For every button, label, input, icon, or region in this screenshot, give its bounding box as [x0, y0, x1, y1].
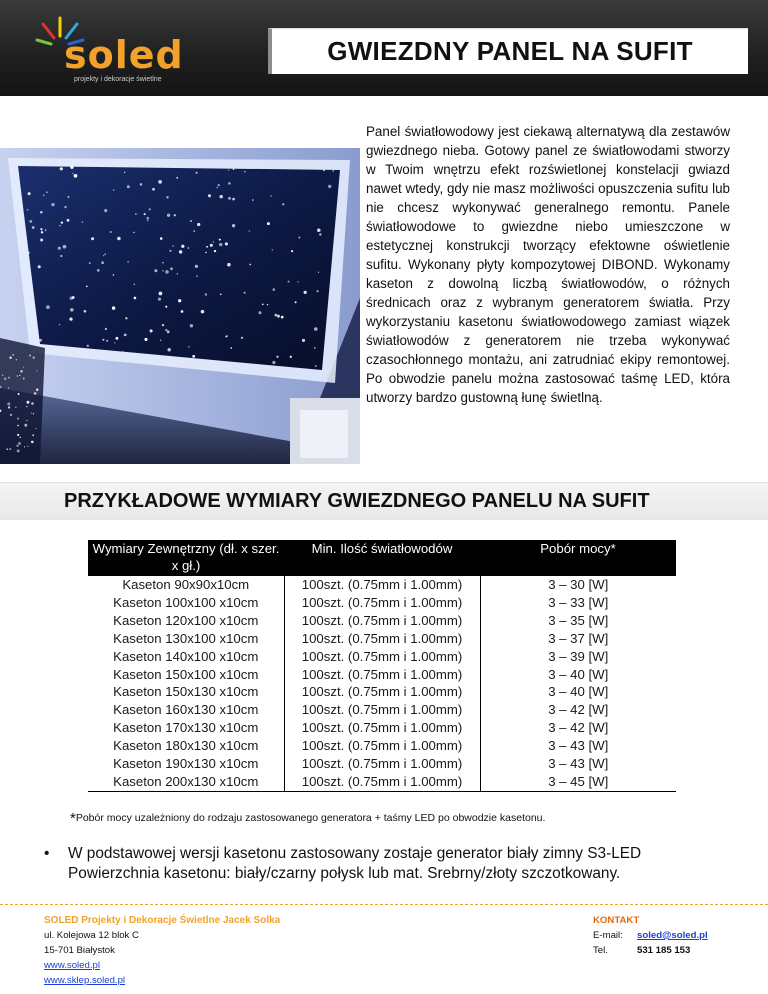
- star-dot: [72, 296, 75, 299]
- star-dot: [146, 217, 149, 220]
- header-dimensions: Wymiary Zewnętrzny (dł. x szer. x gł.): [88, 540, 284, 576]
- star-dot: [38, 265, 41, 268]
- star-dot: [134, 284, 135, 285]
- star-dot: [40, 239, 43, 242]
- star-dot: [127, 261, 128, 262]
- star-dot: [213, 241, 214, 242]
- star-dot: [249, 264, 251, 266]
- star-dot: [206, 246, 208, 248]
- star-dot: [273, 288, 276, 291]
- star-dot: [219, 243, 222, 246]
- star-dot: [277, 315, 280, 318]
- cell-power: 3 – 40 [W]: [548, 666, 609, 682]
- star-dot: [60, 167, 63, 170]
- star-dot: [262, 304, 264, 306]
- star-dot: [122, 351, 123, 352]
- star-dot: [282, 203, 284, 205]
- star-dot: [45, 229, 47, 231]
- star-dot: [23, 378, 25, 380]
- star-dot: [193, 230, 195, 232]
- star-dot: [61, 221, 63, 223]
- cell-power: 3 – 45 [W]: [480, 773, 676, 791]
- star-dot: [68, 196, 70, 198]
- star-dot: [127, 185, 130, 188]
- star-dot: [196, 172, 198, 174]
- star-dot: [19, 375, 20, 376]
- cell-power: 3 – 42 [W]: [548, 720, 609, 736]
- logo-tagline: projekty i dekoracje świetlne: [74, 76, 162, 83]
- star-dot: [228, 182, 231, 185]
- star-dot: [33, 413, 34, 414]
- table-row: [88, 737, 676, 755]
- star-dot: [102, 339, 104, 341]
- star-dot: [167, 331, 170, 334]
- star-dot: [70, 308, 74, 312]
- star-dot: [20, 437, 22, 439]
- star-dot: [113, 274, 115, 276]
- star-dot: [24, 446, 25, 447]
- star-dot: [32, 434, 34, 436]
- star-dot: [69, 317, 72, 320]
- star-dot: [87, 345, 89, 347]
- star-dot: [172, 245, 173, 246]
- soled-logo[interactable]: [34, 14, 184, 84]
- star-dot: [15, 406, 16, 408]
- star-dot: [241, 337, 243, 339]
- table-row: [88, 576, 676, 594]
- star-dot: [36, 370, 37, 371]
- star-dot: [267, 304, 268, 305]
- dimensions-table: [88, 540, 676, 792]
- star-dot: [158, 180, 162, 184]
- star-dot: [201, 310, 205, 314]
- star-dot: [314, 327, 318, 331]
- star-dot: [176, 177, 178, 179]
- star-dot: [154, 269, 157, 272]
- bullet-line-1: W podstawowej wersji kasetonu zastosowany zostaje generator biały zimny S3-LED: [68, 845, 642, 862]
- star-dot: [20, 370, 23, 373]
- star-dot: [210, 244, 213, 247]
- star-dot: [114, 342, 115, 343]
- table-row: [88, 719, 676, 737]
- star-dot: [103, 255, 104, 256]
- cell-size: Kaseton 150x100 x10cm: [113, 666, 259, 682]
- star-dot: [43, 195, 44, 196]
- star-dot: [17, 375, 18, 376]
- star-dot: [319, 233, 321, 235]
- email-link[interactable]: soled@soled.pl: [637, 930, 708, 941]
- section-title: PRZYKŁADOWE WYMIARY GWIEZDNEGO PANELU NA SUFIT: [64, 490, 650, 512]
- star-dot: [125, 317, 127, 319]
- cell-size: Kaseton 150x130 x10cm: [113, 684, 259, 700]
- star-dot: [205, 293, 207, 295]
- star-dot: [134, 297, 137, 300]
- star-dot: [188, 346, 189, 347]
- footer-contact-block: [593, 913, 708, 958]
- star-dot: [162, 262, 163, 263]
- star-dot: [165, 306, 167, 308]
- star-dot: [233, 168, 235, 170]
- star-dot: [63, 245, 67, 249]
- star-dot: [167, 214, 170, 217]
- star-dot: [59, 324, 60, 325]
- star-dot: [16, 445, 18, 447]
- cell-power: 3 – 40 [W]: [548, 684, 609, 700]
- star-dot: [158, 298, 161, 301]
- star-dot: [135, 213, 137, 215]
- cell-power: 3 – 42 [W]: [548, 702, 609, 718]
- cell-power: 3 – 39 [W]: [548, 648, 609, 664]
- footer-phone-row: [593, 943, 708, 958]
- star-dot: [29, 355, 31, 357]
- cell-power: 3 – 30 [W]: [548, 577, 609, 592]
- footer-link-website[interactable]: www.soled.pl: [44, 960, 100, 971]
- star-dot: [70, 166, 73, 169]
- cell-power: 3 – 37 [W]: [548, 630, 609, 646]
- star-dot: [272, 361, 275, 364]
- star-dot: [219, 239, 221, 241]
- star-dot: [23, 367, 24, 368]
- star-dot: [225, 336, 227, 338]
- star-dot: [46, 191, 48, 193]
- page-title: GWIEZDNY PANEL NA SUFIT: [327, 36, 693, 66]
- bullet-text: [68, 844, 641, 884]
- star-dot: [252, 199, 254, 201]
- star-dot: [317, 228, 321, 232]
- star-dot: [72, 173, 73, 174]
- footer-company-block: [44, 913, 280, 988]
- table-row: [88, 630, 676, 648]
- cell-fibers: 100szt. (0.75mm i 1.00mm): [284, 648, 480, 666]
- star-dot: [17, 434, 19, 436]
- star-dot: [297, 281, 298, 282]
- star-dot: [28, 252, 30, 254]
- star-dot: [167, 348, 171, 352]
- star-dot: [196, 275, 198, 277]
- footnote-marker: *: [70, 810, 76, 827]
- star-dot: [97, 269, 100, 272]
- cell-size: Kaseton 130x100 x10cm: [113, 630, 259, 646]
- cell-size: Kaseton 190x130 x10cm: [113, 756, 259, 772]
- star-dot: [27, 209, 29, 211]
- star-dot: [36, 388, 38, 390]
- star-dot: [290, 356, 292, 358]
- star-dot: [147, 220, 148, 221]
- star-dot: [332, 170, 333, 171]
- star-dot: [259, 311, 262, 314]
- star-dot: [228, 169, 229, 170]
- star-dot: [272, 249, 273, 250]
- bullet-line-2: Powierzchnia kasetonu: biały/czarny połysk lub mat. Srebrny/złoty szczotkowany.: [68, 865, 621, 882]
- star-dot: [165, 329, 167, 331]
- section-heading-band: [0, 482, 768, 520]
- starry-ceiling-image: [0, 148, 360, 464]
- star-dot: [41, 231, 43, 233]
- header-fiber-count: Min. Ilość światłowodów: [284, 540, 480, 576]
- star-dot: [314, 347, 316, 349]
- star-dot: [218, 184, 220, 186]
- footnote-text: Pobór mocy uzależniony do rodzaju zastosowanego generatora + taśmy LED po obwodzie kasetonu.: [75, 812, 546, 824]
- star-dot: [169, 250, 171, 252]
- star-dot: [33, 357, 35, 359]
- star-dot: [26, 420, 27, 421]
- star-dot: [2, 375, 3, 376]
- star-dot: [144, 338, 147, 341]
- star-dot: [9, 356, 12, 359]
- cell-fibers: 100szt. (0.75mm i 1.00mm): [284, 612, 480, 630]
- cell-size: Kaseton 180x130 x10cm: [113, 738, 259, 754]
- star-dot: [51, 203, 54, 206]
- phone-label: Tel.: [593, 945, 608, 956]
- star-dot: [178, 299, 181, 302]
- star-dot: [162, 270, 163, 271]
- star-dot: [58, 247, 61, 250]
- star-dot: [232, 224, 235, 227]
- star-dot: [64, 206, 66, 208]
- star-dot: [225, 242, 228, 245]
- star-dot: [29, 220, 32, 223]
- star-dot: [6, 449, 7, 450]
- star-dot: [315, 365, 317, 367]
- cell-fibers: 100szt. (0.75mm i 1.00mm): [284, 719, 480, 737]
- star-dot: [228, 197, 231, 200]
- star-dot: [18, 442, 21, 445]
- star-dot: [181, 310, 184, 313]
- star-dot: [24, 424, 27, 427]
- star-dot: [219, 195, 223, 199]
- star-dot: [31, 402, 34, 405]
- star-dot: [18, 393, 20, 395]
- star-dot: [291, 250, 293, 252]
- star-dot: [26, 406, 27, 407]
- table-header-row: [88, 540, 676, 576]
- star-dot: [60, 255, 62, 257]
- cell-size: Kaseton 170x130 x10cm: [113, 720, 259, 736]
- star-dot: [288, 281, 290, 283]
- star-dot: [302, 339, 305, 342]
- footer-company-name: SOLED Projekty i Dekoracje Świetlne Jacek Solka: [44, 915, 281, 926]
- star-dot: [244, 292, 246, 294]
- star-dot: [295, 301, 297, 303]
- star-dot: [144, 213, 146, 215]
- star-dot: [105, 328, 107, 330]
- star-dot: [12, 354, 14, 356]
- cell-power: 3 – 43 [W]: [548, 756, 609, 772]
- star-dot: [7, 402, 10, 405]
- star-dot: [133, 232, 134, 233]
- star-dot: [276, 356, 278, 358]
- intro-paragraph: Panel światłowodowy jest ciekawą alternatywą dla zestawów gwiezdnego nieba. Gotowy panel ze światłowodami stworzy w Twoim wnętrzu efekt rozświetlonej konstelacji gwiazd nawet wtedy, gdy nie masz możliwości opuszczenia sufitu lub nie chcesz wykonywać generalnego remontu. Panele światłowodowe to gwiezdne niebo umieszczone w estetycznej konstrukcji tworzący efektowne oświetlenie sufitu. Wykonany płyty kompozytowej DIBOND. Wykonamy kaseton z dowolną liczbą światłowodów, o różnych średnicach oraz z wybranym generatorem światła. Przy wykorzystaniu kasetonu światłowodowego zamiast wiązek światłowodów z generatorem nie trzeba wykonywać czasochłonnego montażu, ani zatrudniać ekipy remontowej. Po obwodzie panelu można zastosować taśmę LED, która utworzy bardzo gustowną łunę świetlną.: [366, 124, 730, 405]
- cell-fibers: 100szt. (0.75mm i 1.00mm): [284, 630, 480, 648]
- star-dot: [9, 448, 11, 450]
- star-dot: [32, 226, 35, 229]
- star-dot: [105, 253, 106, 254]
- star-dot: [323, 169, 325, 171]
- cell-size: Kaseton 100x100 x10cm: [113, 594, 259, 610]
- star-dot: [192, 355, 195, 358]
- star-dot: [197, 223, 200, 226]
- star-dot: [328, 185, 331, 188]
- star-dot: [17, 449, 20, 452]
- star-dot: [27, 401, 30, 404]
- star-dot: [91, 237, 94, 240]
- star-dot: [149, 208, 151, 210]
- star-dot: [101, 261, 104, 264]
- star-dot: [31, 441, 34, 444]
- footer-email-row: [593, 928, 708, 943]
- star-dot: [124, 172, 125, 173]
- star-dot: [40, 211, 43, 214]
- star-dot: [165, 270, 169, 274]
- star-dot: [140, 183, 143, 186]
- star-dot: [89, 262, 91, 264]
- table-row: [88, 594, 676, 612]
- star-dot: [166, 196, 168, 198]
- star-dot: [190, 324, 193, 327]
- cell-size: Kaseton 120x100 x10cm: [113, 612, 259, 628]
- star-dot: [160, 339, 162, 341]
- star-dot: [16, 359, 17, 360]
- page-header: [0, 0, 768, 96]
- header-power: Pobór mocy*: [480, 540, 676, 576]
- table-row: [88, 612, 676, 630]
- star-dot: [188, 247, 190, 249]
- star-dot: [232, 198, 235, 201]
- cell-power: 3 – 33 [W]: [548, 594, 609, 610]
- star-dot: [40, 228, 42, 230]
- star-dot: [177, 273, 179, 275]
- star-dot: [67, 219, 70, 222]
- star-dot: [17, 425, 19, 427]
- star-dot: [195, 265, 198, 268]
- star-dot: [162, 324, 164, 326]
- power-footnote: [70, 810, 545, 827]
- star-dot: [170, 267, 173, 270]
- footer-contact-heading: KONTAKT: [593, 915, 640, 926]
- cell-fibers: 100szt. (0.75mm i 1.00mm): [284, 666, 480, 684]
- cell-size: Kaseton 160x130 x10cm: [113, 702, 259, 718]
- star-dot: [174, 214, 176, 216]
- star-dot: [113, 189, 115, 191]
- star-dot: [281, 316, 284, 319]
- star-dot: [244, 171, 246, 173]
- cell-size: Kaseton 200x130 x10cm: [88, 773, 284, 791]
- star-dot: [110, 231, 112, 233]
- star-dot: [39, 339, 42, 342]
- star-dot: [150, 329, 153, 332]
- star-dot: [74, 174, 78, 178]
- cell-fibers: 100szt. (0.75mm i 1.00mm): [284, 576, 480, 594]
- star-dot: [104, 209, 107, 212]
- star-dot: [216, 187, 217, 188]
- table-row: [88, 648, 676, 666]
- star-dot: [27, 446, 28, 447]
- footer-address-street: ul. Kolejowa 12 blok C: [44, 930, 139, 941]
- cell-power: 3 – 35 [W]: [548, 612, 609, 628]
- star-dot: [34, 392, 37, 395]
- star-dot: [267, 222, 270, 225]
- star-dot: [28, 192, 31, 195]
- star-dot: [227, 263, 231, 267]
- star-dot: [317, 290, 319, 292]
- star-dot: [214, 250, 216, 252]
- star-dot: [230, 347, 232, 349]
- star-dot: [17, 418, 19, 420]
- page-title-box: [268, 28, 748, 74]
- star-dot: [8, 406, 10, 408]
- star-dot: [298, 237, 300, 239]
- bullet-dot-icon: •: [44, 845, 50, 862]
- cell-size: Kaseton 90x90x10cm: [122, 577, 250, 592]
- cell-fibers: 100szt. (0.75mm i 1.00mm): [284, 737, 480, 755]
- cell-fibers: 100szt. (0.75mm i 1.00mm): [284, 701, 480, 719]
- email-label: E-mail:: [593, 930, 623, 941]
- star-dot: [115, 337, 118, 340]
- table-row: [88, 701, 676, 719]
- cell-size: Kaseton 140x100 x10cm: [113, 648, 259, 664]
- table-row: [88, 755, 676, 773]
- star-dot: [86, 286, 88, 288]
- star-dot: [160, 237, 163, 240]
- star-dot: [84, 310, 87, 313]
- star-dot: [152, 188, 155, 191]
- star-dot: [208, 194, 211, 197]
- star-dot: [36, 428, 37, 429]
- star-dot: [190, 220, 192, 222]
- star-dot: [112, 306, 115, 309]
- footer-link-shop[interactable]: www.sklep.soled.pl: [44, 975, 126, 986]
- star-dot: [220, 293, 222, 295]
- star-dot: [304, 291, 307, 294]
- star-dot: [10, 414, 12, 416]
- cell-power: 3 – 43 [W]: [548, 738, 609, 754]
- cell-fibers: 100szt. (0.75mm i 1.00mm): [284, 594, 480, 612]
- star-dot: [46, 305, 50, 309]
- star-dot: [59, 225, 60, 226]
- cell-fibers: 100szt. (0.75mm i 1.00mm): [284, 683, 480, 701]
- star-dot: [179, 250, 183, 254]
- star-dot: [275, 314, 278, 317]
- star-dot: [106, 340, 108, 342]
- footer-divider: [0, 904, 768, 905]
- star-dot: [82, 221, 83, 222]
- star-dot: [8, 377, 10, 379]
- table-row: [88, 773, 676, 791]
- ceiling-panel-photo: [0, 148, 360, 464]
- star-dot: [124, 334, 127, 337]
- star-dot: [31, 413, 32, 414]
- phone-number: 531 185 153: [637, 945, 691, 956]
- star-dot: [181, 245, 184, 248]
- table-row: [88, 683, 676, 701]
- logo-wordmark: soled: [64, 33, 184, 77]
- star-dot: [249, 230, 250, 231]
- cell-fibers: 100szt. (0.75mm i 1.00mm): [284, 755, 480, 773]
- cell-fibers: 100szt. (0.75mm i 1.00mm): [284, 773, 480, 791]
- footer-address-city: 15-701 Białystok: [44, 945, 115, 956]
- star-dot: [117, 237, 121, 241]
- star-dot: [205, 252, 206, 253]
- star-dot: [318, 272, 319, 273]
- star-dot: [8, 387, 9, 388]
- table-row: [88, 666, 676, 684]
- star-dot: [4, 378, 6, 380]
- star-dot: [159, 292, 163, 296]
- star-dot: [270, 195, 272, 197]
